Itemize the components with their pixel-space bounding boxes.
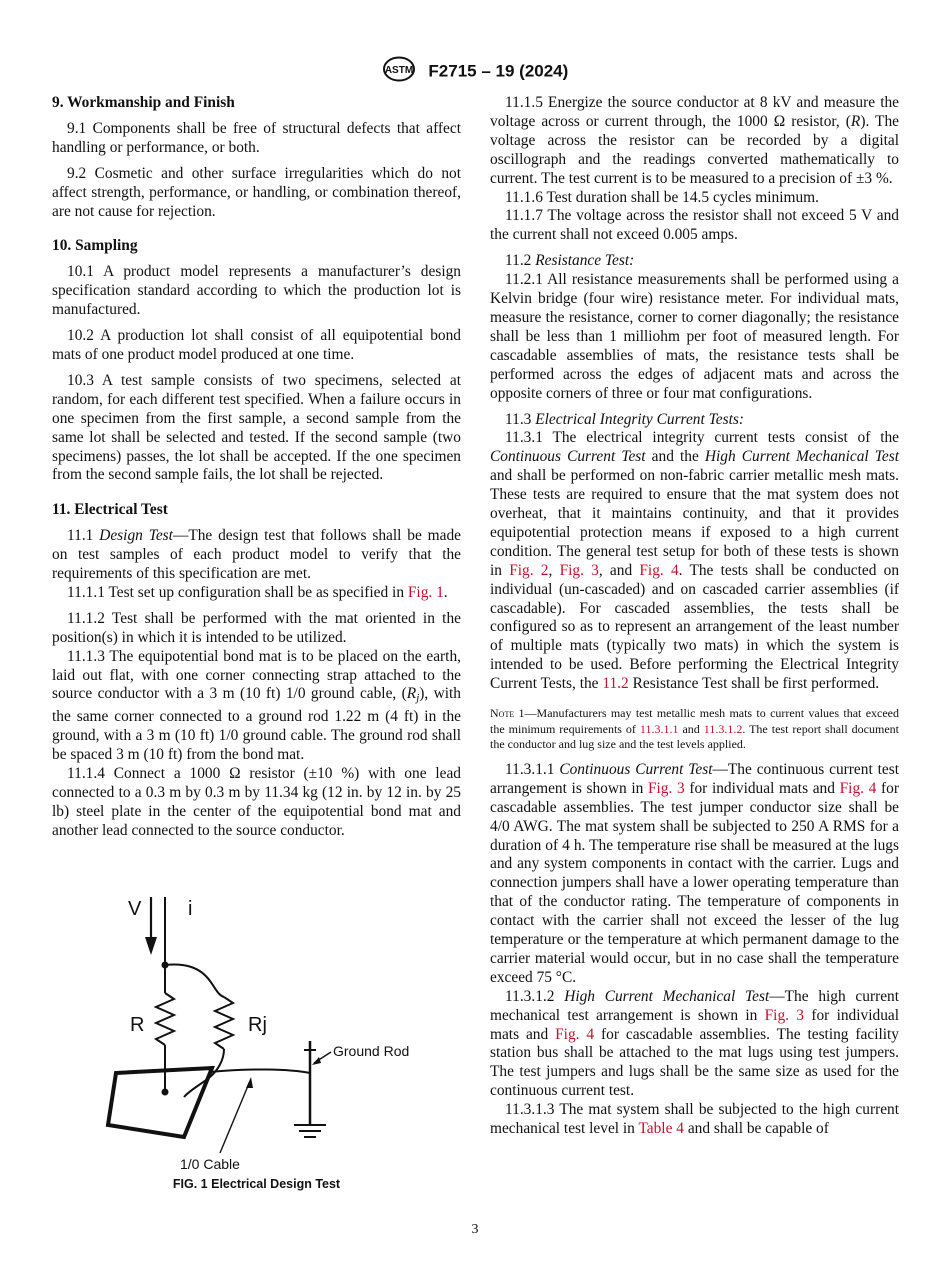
note-1-label: Note 1: [490, 706, 525, 721]
label-rj: Rj: [248, 1014, 267, 1036]
para-11-1-1-text: 11.1.1 Test set up configuration shall be as specified in: [67, 583, 405, 601]
section-11-2-link[interactable]: 11.2: [602, 675, 629, 693]
para-11-1-6: 11.1.6 Test duration shall be 14.5 cycles minimum.: [505, 188, 819, 206]
para-11-3: 11.3 Electrical Integrity Current Tests:: [505, 410, 744, 428]
para-11-3-1: 11.3.1 The electrical integrity current tests consist of the Continuous Current Test and the High Current Mechanical Test and shall be performed on non-fabric carrier metallic mesh mats. These tests are required to ensure that the mat system does not overheat, that it maintains continuity, and that it provides equipotential protection means if exposed to a high current condition. The general test setup for both of these tests is shown in Fig. 2, Fig. 3, and Fig. 4. The tests shall be conducted on individual (un-cascaded) and on cascaded carrier assemblies (if cascadable). For cascaded assemblies, the tests shall be configured so as to represent an arrangement of the least number of multiple mats (typically two mats) in which the system is intended to be used. Before performing the Electrical Integrity Current Tests, the 11.2 Resistance Test shall be first performed.: [490, 429, 900, 693]
label-v: V: [128, 898, 142, 920]
left-column: [52, 94, 461, 848]
section-11-3-1-2-link[interactable]: 11.3.1.2: [703, 721, 743, 736]
right-column: [490, 94, 899, 1139]
label-r: R: [130, 1014, 145, 1036]
astm-logo: [382, 56, 416, 87]
para-11-1-1: [52, 584, 461, 603]
section-10-heading: 10. Sampling: [52, 237, 138, 255]
para-10-2: 10.2 A production lot shall consist of all equipotential bond mats of one product model produced at one time.: [52, 327, 461, 363]
rj-symbol: $R_j$: [406, 685, 420, 705]
page-number: 3: [471, 1222, 479, 1237]
astm-logo-text: ASTM: [384, 65, 413, 76]
para-11-3-1-2: 11.3.1.2 High Current Mechanical Test—The high current mechanical test arrangement is shown in Fig. 3 for individual mats and Fig. 4 for cascadable assemblies. The testing facility station bus shall be attached to the mat lugs using test jumpers. The test jumpers and lugs shall be the same size as used for the continuous current test.: [490, 987, 899, 1100]
note-1: Note 1—Manufacturers may test metallic mesh mats to current values that exceed the minimum requirements of 11.3.1.1 and 11.3.1.2. The test report shall document the conductor and lug size and the test levels applied.: [490, 706, 900, 752]
para-11-1-3: [52, 648, 461, 765]
resistor-rj: [215, 997, 233, 1049]
para-11-1-text: —The design test that follows shall be made on test samples of each product model to verify that the requirements of this specification are met.: [52, 527, 461, 583]
para-11-3-1-1: 11.3.1.1 Continuous Current Test—The continuous current test arrangement is shown in Fig. 3 for individual mats and Fig. 4 for cascadable assemblies. The test jumper conductor size shall be 4/0 AWG. The mat system shall be subjected to 250 A RMS for a duration of 4 h. The temperature rise shall be measured at the lugs and any system components in contact with the carrier. Lugs and connection jumpers shall have a lower operating temperature than that of the conductor rating. The temperature of components in contact with the carrier shall not exceed the lesser of the lug temperature or the temperature at which permanent damage to the carrier material would occur, but in no case shall the temperature exceed 75 °C.: [490, 760, 899, 986]
resistor-r: [156, 993, 174, 1045]
fig-4-link[interactable]: Fig. 4: [639, 561, 679, 579]
para-10-3: 10.3 A test sample consists of two specimens, selected at random, for each different test specified. When a failure occurs in one specimen from the first sample, a second sample from the same lot shall be selected and tested. If the second sample (two specimens) passes, the lot shall be accepted. If the one specimen from the second sample fails, the lot shall be rejected.: [52, 371, 461, 484]
para-11-3-1-3: 11.3.1.3 The mat system shall be subjected to the high current mechanical test level in Table 4 and shall be capable of: [490, 1101, 899, 1138]
bond-mat: [108, 1068, 212, 1137]
section-9-heading: 9. Workmanship and Finish: [52, 94, 235, 111]
label-cable: 1/0 Cable: [180, 1156, 240, 1172]
para-10-1: 10.1 A product model represents a manufacturer’s design specification standard according to which the production lot is manufactured.: [52, 263, 461, 319]
fig-3-link[interactable]: Fig. 3: [559, 561, 599, 579]
para-11-2-1: 11.2.1 All resistance measurements shall be performed using a Kelvin bridge (four wire) resistance meter. For individual mats, measure the resistance, corner to corner diagonally; the resistance shall be less than 1 milliohm per foot of measured length. For cascadable assemblies of mats, the resistance tests shall be performed across the edges of adjacent mats and across the opposite corners of three or four mat configurations.: [490, 271, 899, 402]
voltage-arrow-head: [145, 937, 157, 955]
fig-3-link[interactable]: Fig. 3: [764, 1006, 805, 1024]
standard-designation: F2715 – 19 (2024): [428, 61, 569, 81]
para-11-1: [52, 527, 461, 584]
plate-node: [162, 1089, 169, 1096]
para-11-1-2: 11.1.2 Test shall be performed with the mat oriented in the position(s) in which it is intended to be utilized.: [52, 609, 461, 646]
ground-cable: [210, 1069, 310, 1073]
label-ground-rod: Ground Rod: [333, 1043, 410, 1059]
fig-4-link[interactable]: Fig. 4: [555, 1025, 595, 1043]
para-11-1-7: 11.1.7 The voltage across the resistor shall not exceed 5 V and the current shall not exceed 0.005 amps.: [490, 207, 899, 244]
para-11-1-3-a: 11.1.3 The equipotential bond mat is to be placed on the earth, laid out flat, with one corner connecting strap attached to the source conductor with a 3 m (10 ft) 1/0 ground cable, (: [52, 647, 461, 703]
fig-4-link[interactable]: Fig. 4: [839, 779, 877, 797]
para-11-1-num: 11.1: [67, 527, 94, 545]
figure-1: [100, 885, 420, 1175]
table-4-link[interactable]: Table 4: [638, 1120, 684, 1138]
section-11-3-1-1-link[interactable]: 11.3.1.1: [639, 721, 679, 736]
para-11-1-5: 11.1.5 Energize the source conductor at 8 kV and measure the voltage across or current through, the 1000 Ω resistor, (R). The voltage across the resistor can be recorded by a digital oscillograph and the readings converted mathematically to current. The test current is to be measured to a precision of ±3 %.: [490, 94, 899, 187]
para-9-2: 9.2 Cosmetic and other surface irregularities which do not affect strength, performance, or handling, or combination thereof, are not cause for rejection.: [52, 164, 461, 220]
fig-2-link[interactable]: Fig. 2: [509, 561, 549, 579]
electrical-design-test-diagram: [100, 885, 420, 1175]
fig-1-link[interactable]: Fig. 1: [407, 583, 444, 601]
page-header: [0, 56, 950, 87]
figure-1-caption: FIG. 1 Electrical Design Test: [172, 1177, 341, 1191]
para-11-1-4: 11.1.4 Connect a 1000 Ω resistor (±10 %) with one lead connected to a 0.3 m by 0.3 m by 11.34 kg (12 in. by 12 in. by 25 lb) steel plate in the center of the equipotential bond mat and another lead connected to the source conductor.: [52, 765, 461, 839]
para-11-2: 11.2 Resistance Test:: [505, 252, 635, 270]
para-11-1-title: Design Test: [99, 527, 173, 545]
para-11-1-1-end: .: [443, 583, 448, 601]
section-11-heading: 11. Electrical Test: [52, 501, 168, 519]
fig-3-link[interactable]: Fig. 3: [647, 779, 685, 797]
para-9-1: 9.1 Components shall be free of structural defects that affect handling or performance, or both.: [52, 119, 461, 156]
para-11-1-3-b: ), with the same corner connected to a ground rod 1.22 m (4 ft) in the ground, with a 3 m (10 ft) 1/0 ground cable. The ground rod shall be spaced 3 m (10 ft) from the bond mat.: [52, 685, 462, 764]
label-i: i: [188, 898, 193, 920]
